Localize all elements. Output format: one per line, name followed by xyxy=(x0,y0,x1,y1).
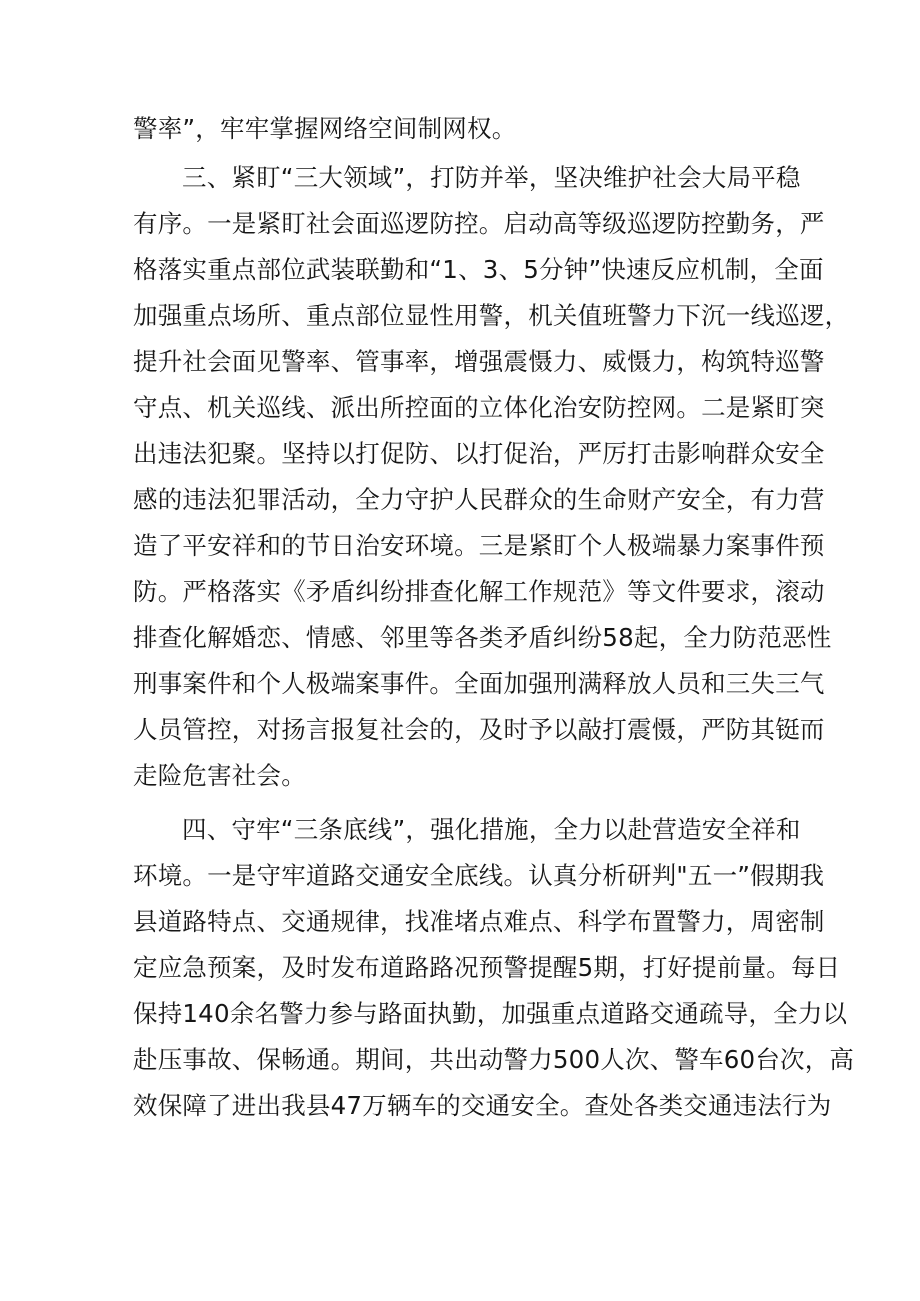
text-line: 县道路特点、交通规律，找准堵点难点、科学布置警力，周密制 xyxy=(133,907,825,936)
paragraph-heading-line: 四、守牢“三条底线”，强化措施，全力以赴营造安全祥和 xyxy=(182,815,801,844)
text-line: 刑事案件和个人极端案事件。全面加强刑满释放人员和三失三气 xyxy=(133,669,825,698)
text-line: 走险危害社会。 xyxy=(133,761,306,790)
text-line: 感的违法犯罪活动，全力守护人民群众的生命财产安全，有力营 xyxy=(133,485,825,514)
text-line: 有序。一是紧盯社会面巡逻防控。启动高等级巡逻防控勤务，严 xyxy=(133,209,825,238)
paragraph-heading-line: 三、紧盯“三大领域”，打防并举，坚决维护社会大局平稳 xyxy=(182,163,801,192)
text-line: 守点、机关巡线、派出所控面的立体化治安防控网。二是紧盯突 xyxy=(133,393,825,422)
text-line: 警率”，牢牢掌握网络空间制网权。 xyxy=(133,114,517,143)
text-line: 加强重点场所、重点部位显性用警，机关值班警力下沉一线巡逻， xyxy=(133,301,850,330)
text-line: 提升社会面见警率、管事率，增强震慑力、威慑力，构筑特巡警 xyxy=(133,347,825,376)
text-line: 环境。一是守牢道路交通安全底线。认真分析研判"五一”假期我 xyxy=(133,861,825,890)
text-line: 定应急预案，及时发布道路路况预警提醒5期，打好提前量。每日 xyxy=(133,953,841,982)
text-line: 排查化解婚恋、情感、邻里等各类矛盾纠纷58起，全力防范恶性 xyxy=(133,623,832,652)
text-line: 防。严格落实《矛盾纠纷排查化解工作规范》等文件要求，滚动 xyxy=(133,577,825,606)
text-line: 人员管控，对扬言报复社会的，及时予以敲打震慑，严防其铤而 xyxy=(133,715,825,744)
text-line: 格落实重点部位武装联勤和“1、3、5分钟”快速反应机制，全面 xyxy=(133,255,824,284)
paragraph-gap xyxy=(133,799,793,807)
text-line: 效保障了进出我县47万辆车的交通安全。查处各类交通违法行为 xyxy=(133,1091,832,1120)
text-line: 造了平安祥和的节日治安环境。三是紧盯个人极端暴力案事件预 xyxy=(133,531,825,560)
text-line: 保持140余名警力参与路面执勤，加强重点道路交通疏导，全力以 xyxy=(133,999,848,1028)
text-line: 赴压事故、保畅通。期间，共出动警力500人次、警车60台次，高 xyxy=(133,1045,855,1074)
text-line: 出违法犯聚。坚持以打促防、以打促治，严厉打击影响群众安全 xyxy=(133,439,825,468)
document-body xyxy=(133,106,855,1129)
